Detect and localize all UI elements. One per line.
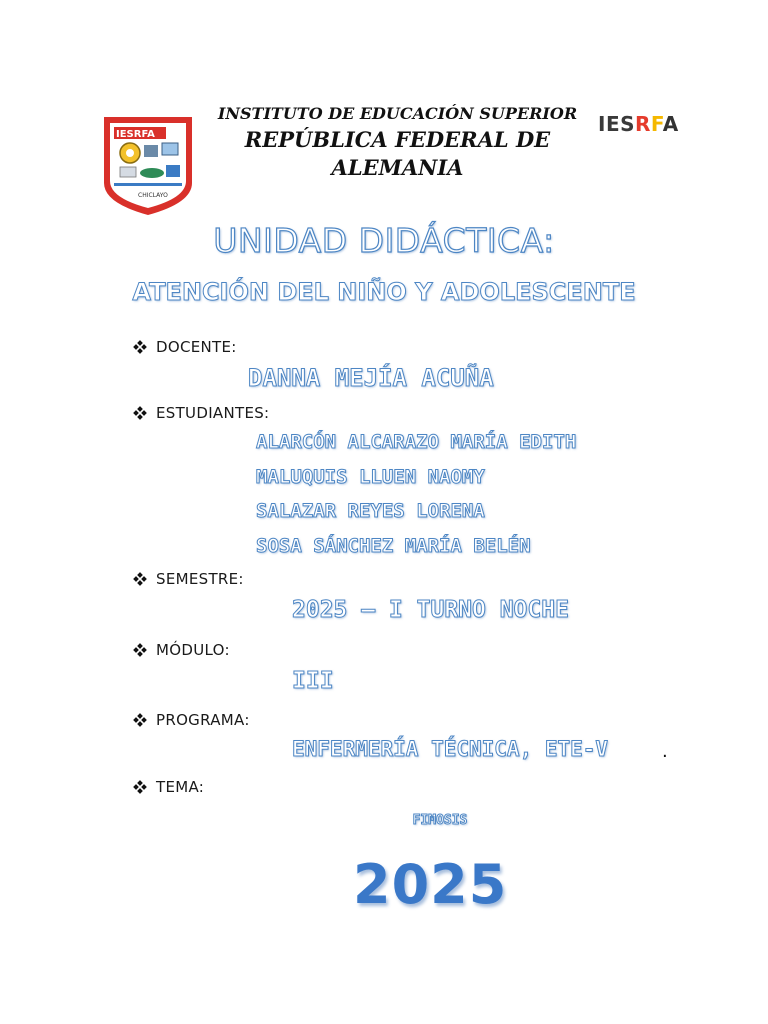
modulo-label-row: [134, 641, 230, 659]
student-name: SALAZAR REYES LORENA: [256, 500, 485, 522]
programa-suffix: .: [662, 741, 668, 762]
diamond-bullet-icon: [134, 407, 146, 419]
student-name: SOSA SÁNCHEZ MARÍA BELÉN: [256, 535, 531, 557]
docente-value: DANNA MEJÍA ACUÑA: [248, 364, 494, 392]
tema-label-row: [134, 778, 204, 796]
institute-crest-icon: [100, 113, 196, 217]
diamond-bullet-icon: [134, 781, 146, 793]
student-name: ALARCÓN ALCARAZO MARÍA EDITH: [256, 431, 577, 453]
programa-label-row: [134, 711, 250, 729]
diamond-bullet-icon: [134, 341, 146, 353]
estudiantes-label: ESTUDIANTES:: [156, 404, 270, 422]
semestre-label-row: [134, 570, 244, 588]
year-text: 2025: [353, 853, 508, 916]
diamond-bullet-icon: [134, 573, 146, 585]
institution-name-line2: REPÚBLICA FEDERAL DE ALEMANIA: [244, 127, 551, 180]
tema-value: FIMOSIS: [412, 813, 468, 828]
programa-value: ENFERMERÍA TÉCNICA, ETE-V: [292, 737, 609, 761]
page-title: UNIDAD DIDÁCTICA:: [213, 221, 555, 260]
logo-r: R: [635, 112, 651, 136]
docente-label: DOCENTE:: [156, 338, 237, 356]
iesrfa-logo: [598, 112, 690, 136]
logo-ies: IES: [598, 112, 636, 136]
docente-label-row: [134, 338, 237, 356]
semestre-value: 2025 – I TURNO NOCHE: [292, 597, 569, 623]
modulo-value: III: [292, 668, 334, 694]
student-name: MALUQUIS LLUEN NAOMY: [256, 466, 485, 488]
semestre-label: SEMESTRE:: [156, 570, 244, 588]
crest-text-bottom: CHICLAYO: [138, 192, 168, 199]
estudiantes-label-row: [134, 404, 269, 422]
institution-name-line1: INSTITUTO DE EDUCACIÓN SUPERIOR: [217, 104, 578, 123]
page-subtitle: ATENCIÓN DEL NIÑO Y ADOLESCENTE: [132, 278, 636, 306]
diamond-bullet-icon: [134, 714, 146, 726]
programa-label: PROGRAMA:: [156, 711, 250, 729]
crest-text-top: IESRFA: [116, 129, 155, 140]
logo-a: A: [662, 112, 679, 136]
tema-label: TEMA:: [156, 778, 205, 796]
diamond-bullet-icon: [134, 644, 146, 656]
logo-f: F: [650, 112, 663, 136]
modulo-label: MÓDULO:: [156, 641, 230, 659]
